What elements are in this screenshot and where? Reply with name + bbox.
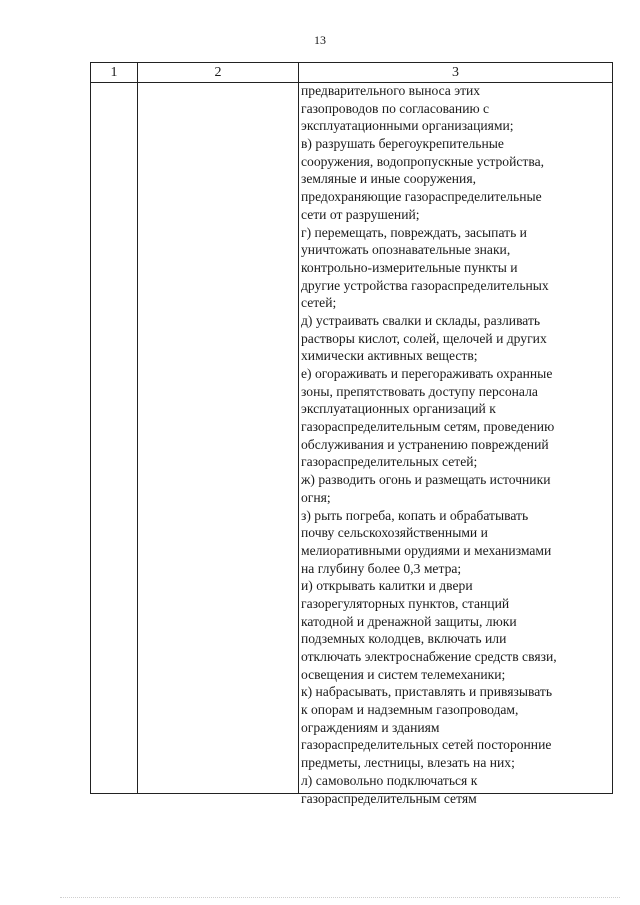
text-line: предметы, лестницы, влезать на них; [301, 755, 515, 771]
text-line: газораспределительных сетей посторонние [301, 737, 552, 753]
text-line: г) перемещать, повреждать, засыпать и [301, 224, 527, 240]
text-line: освещения и систем телемеханики; [301, 666, 506, 682]
text-line: к) набрасывать, приставлять и привязывать [301, 684, 553, 700]
text-line: ограждениям и зданиям [301, 719, 440, 735]
text-line: з) рыть погреба, копать и обрабатывать [301, 507, 529, 523]
header-cell-3: 3 [452, 65, 459, 80]
table-header-row [91, 63, 612, 83]
text-line: почву сельскохозяйственными и [301, 525, 488, 541]
document-table [90, 62, 613, 806]
page-number: 13 [314, 33, 326, 47]
text-line: эксплуатационных организаций к [301, 401, 496, 417]
text-line: л) самовольно подключаться к [301, 772, 478, 788]
text-line: контрольно-измерительные пункты и [301, 259, 518, 275]
text-line: газораспределительных сетей; [301, 454, 478, 470]
header-cell-2: 2 [214, 65, 222, 80]
text-line: на глубину более 0,3 метра; [301, 560, 462, 576]
text-line: газопроводов по согласованию с [301, 100, 490, 116]
text-line: обслуживания и устранению повреждений [301, 436, 549, 452]
text-line: химически активных веществ; [301, 348, 478, 364]
text-line: уничтожать опознавательные знаки, [301, 242, 511, 258]
text-line: эксплуатационными организациями; [301, 118, 514, 134]
text-line: сетей; [301, 295, 337, 311]
column-3-text [299, 82, 611, 807]
scan-artifact-line [60, 897, 620, 901]
text-line: газораспределительным сетям, проведению [301, 419, 555, 435]
text-line: сооружения, водопропускные устройства, [301, 153, 545, 169]
text-line: отключать электроснабжение средств связи, [301, 649, 557, 664]
text-line: е) огораживать и перегораживать охранные [301, 366, 553, 381]
text-line: предварительного выноса этих [301, 83, 481, 98]
text-line: огня; [301, 489, 331, 505]
text-line: катодной и дренажной защиты, люки [301, 613, 517, 629]
column-divider-1 [137, 63, 138, 793]
header-cell-1: 1 [110, 65, 118, 80]
text-line: д) устраивать свалки и склады, разливать [301, 312, 541, 328]
text-line: ж) разводить огонь и размещать источники [301, 472, 551, 488]
text-line: газорегуляторных пунктов, станций [301, 595, 510, 611]
text-line: предохраняющие газораспределительные [301, 189, 542, 205]
text-line: к опорам и надземным газопроводам, [301, 702, 519, 718]
text-line: растворы кислот, солей, щелочей и других [301, 330, 547, 346]
text-line: газораспределительным сетям [301, 790, 477, 806]
text-line: подземных колодцев, включать или [301, 631, 507, 647]
text-line: в) разрушать берегоукрепительные [301, 136, 504, 152]
text-line: и) открывать калитки и двери [301, 578, 473, 594]
text-line: мелиоративными орудиями и механизмами [301, 542, 552, 558]
text-line: другие устройства газораспределительных [301, 277, 549, 293]
text-line: зоны, препятствовать доступу персонала [301, 383, 538, 399]
text-line: сети от разрушений; [301, 206, 420, 222]
text-line: земляные и иные сооружения, [301, 171, 476, 187]
